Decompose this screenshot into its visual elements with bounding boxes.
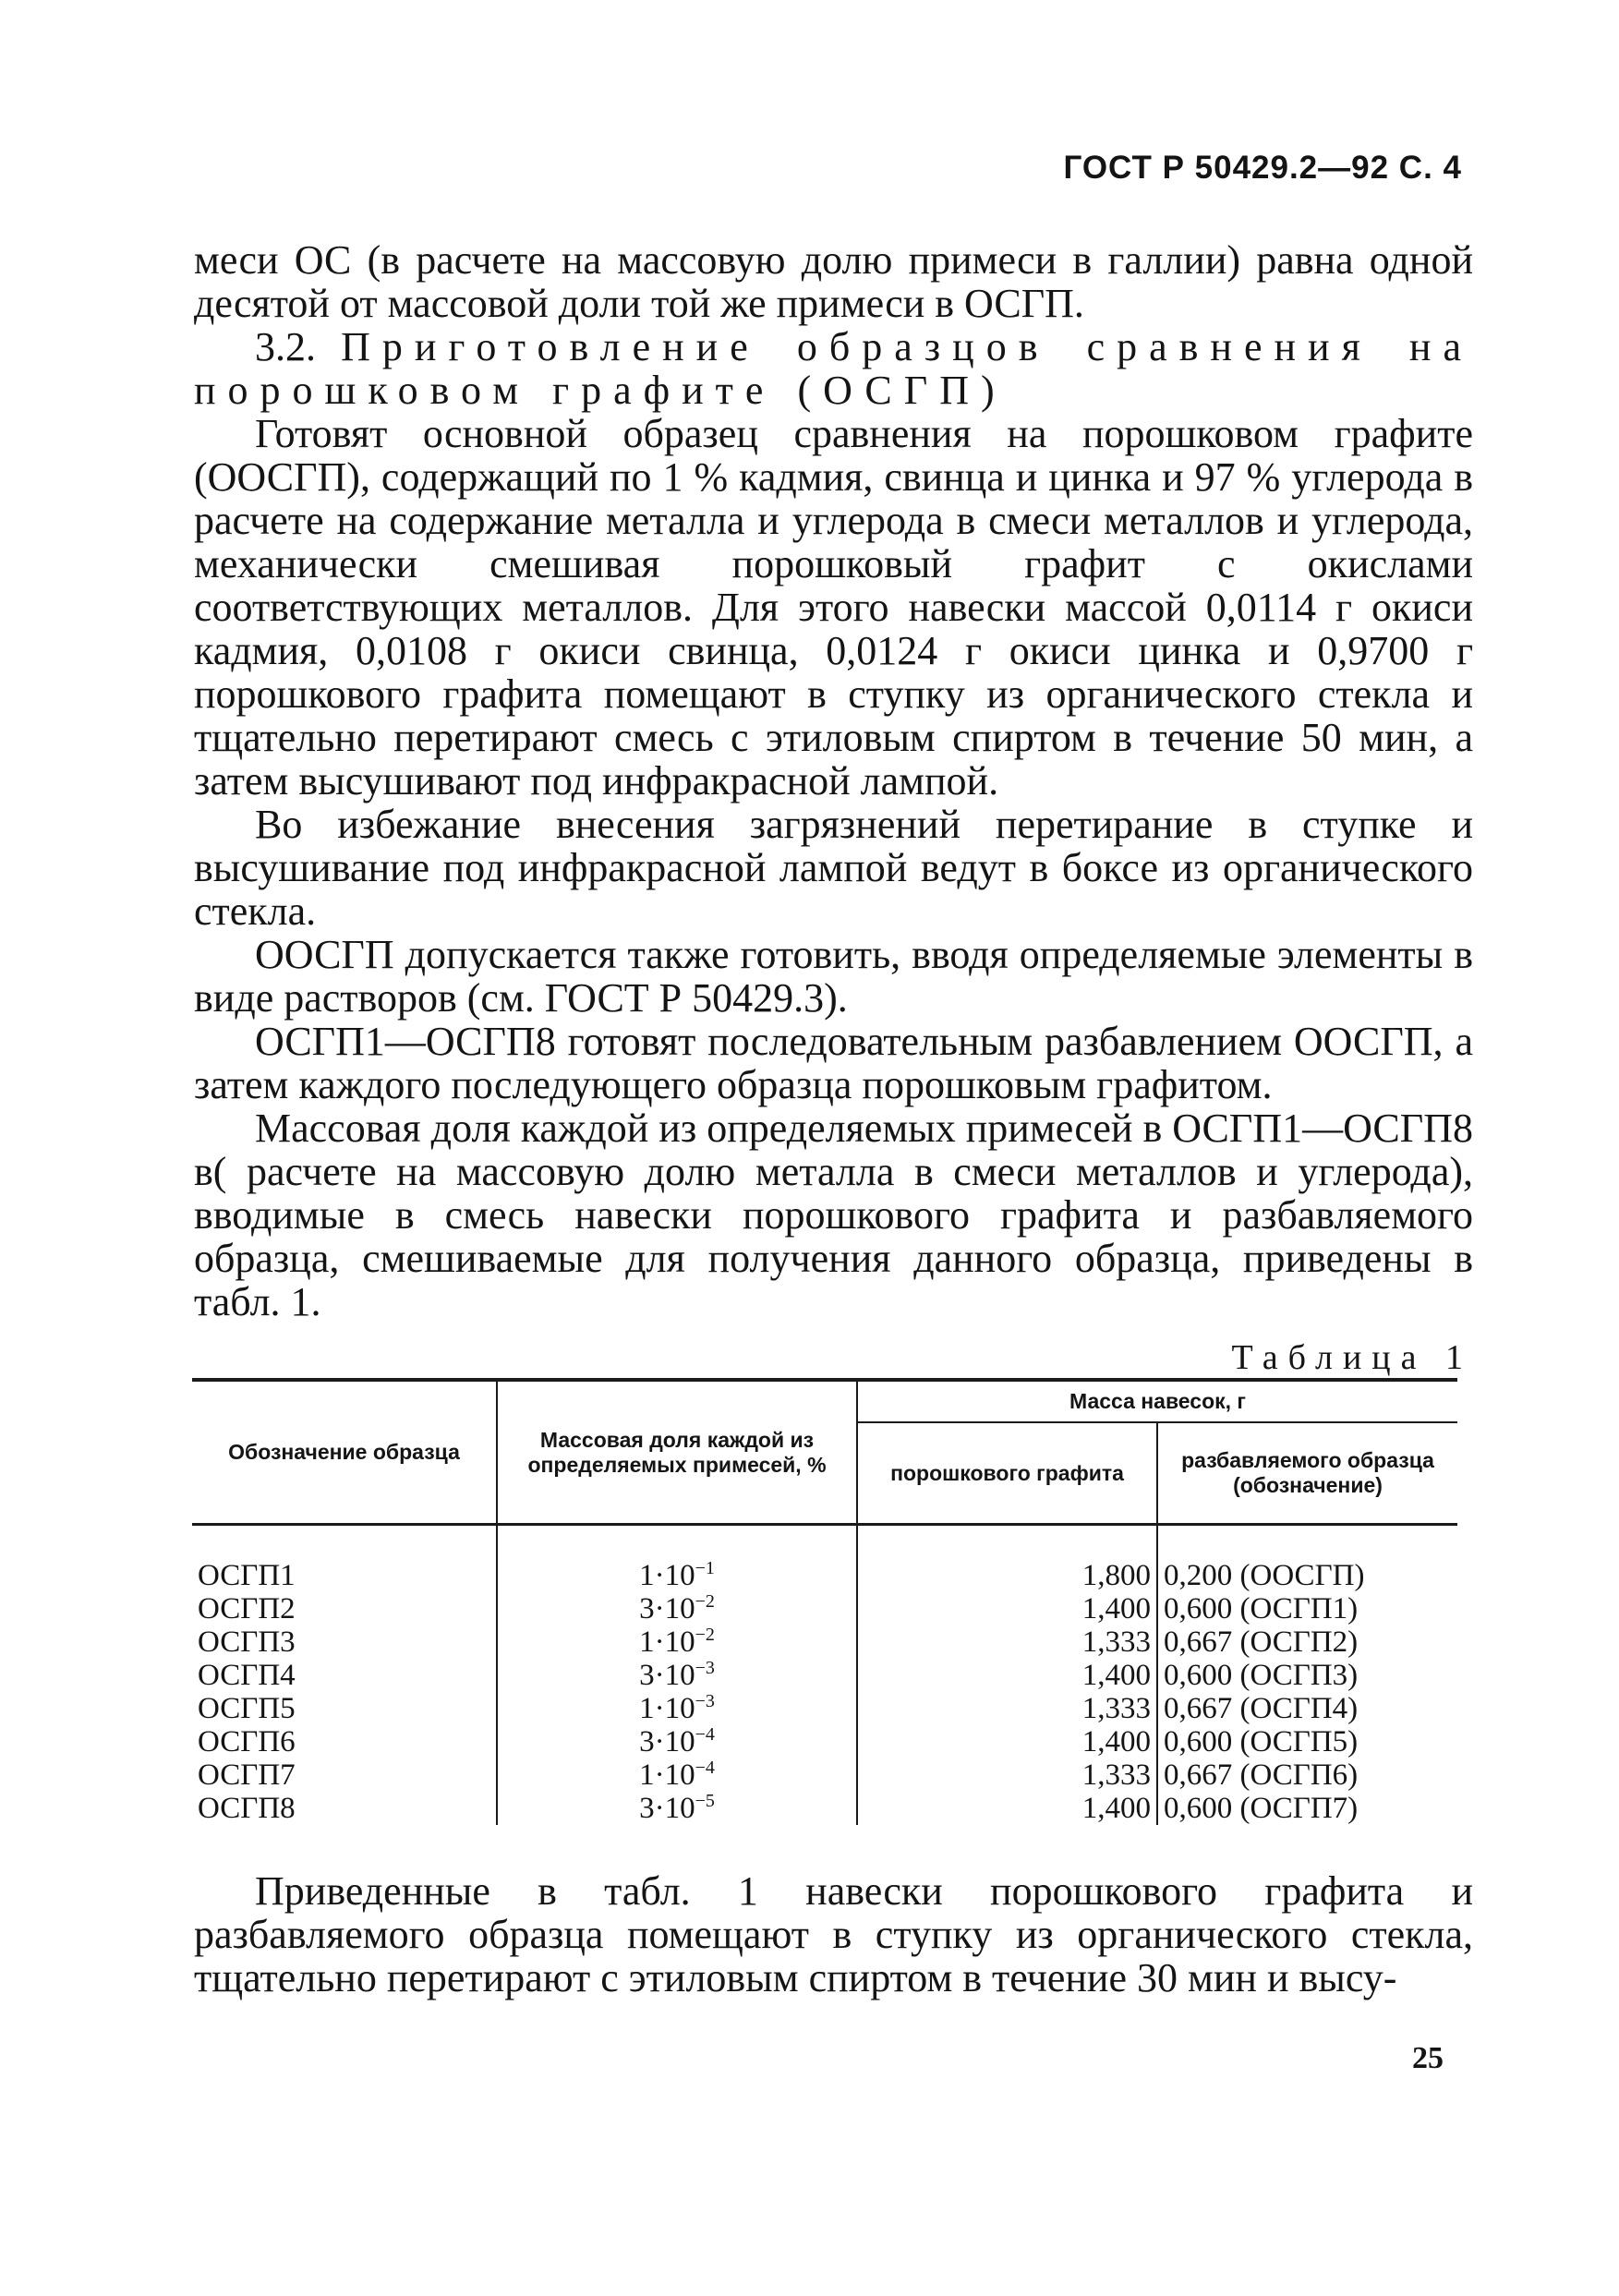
mass-fraction — [497, 1725, 857, 1758]
table-row — [192, 1659, 1457, 1692]
section-number: 3.2. — [255, 324, 316, 369]
fraction-exponent: −4 — [695, 1758, 715, 1778]
fraction-mantissa: 1·10 — [639, 1625, 695, 1659]
paragraph: Массовая доля каждой из определяемых примесей в ОСГП1—ОСГП8 в( расчете на массовую долю металла в смеси металлов и углерода), вводимые в смесь навески порошкового графита и разбавляемого образца, смешиваемые для получения данного образца, приведены в табл. 1. — [194, 1106, 1473, 1324]
mass-fraction — [497, 1792, 857, 1825]
paragraph: Готовят основной образец сравнения на порошковом графите (ООСГП), содержащий по 1 % кадмия, свинца и цинка и 97 % углерода в расчете на содержание металла и углерода в смеси металлов и углерода, механически смешивая порошковый графит с окислами соответствующих металлов. Для этого навески массой 0,0114 г окиси кадмия, 0,0108 г окиси свинца, 0,0124 г окиси цинка и 0,9700 г порошкового графита помещают в ступку из органического стекла и тщательно перетирают смесь с этиловым спиртом в течение 50 мин, а затем высушивают под инфракрасной лампой. — [194, 411, 1473, 804]
header-diluted: разбавляемого образца (обозначение) — [1157, 1422, 1457, 1525]
table-row — [192, 1592, 1457, 1625]
table-row — [192, 1792, 1457, 1825]
paragraph: ООСГП допускается также готовить, вводя определяемые элементы в виде растворов (см. ГОСТ Р 50429.3). — [194, 932, 1473, 1021]
page-number: 25 — [1412, 2041, 1444, 2075]
header-graphite: порошкового графита — [857, 1422, 1157, 1525]
diluted-sample-mass: 0,600 (ОСГП1) — [1157, 1592, 1457, 1625]
intro-paragraph: меси ОС (в расчете на массовую долю примеси в галлии) равна одной десятой от массовой доли той же примеси в ОСГП. — [194, 237, 1473, 326]
mass-fraction — [497, 1659, 857, 1692]
fraction-mantissa: 1·10 — [639, 1559, 695, 1592]
data-table — [192, 1378, 1457, 1825]
header-mass-group: Масса навесок, г — [857, 1380, 1457, 1422]
paragraph: ОСГП1—ОСГП8 готовят последовательным разбавлением ООСГП, а затем каждого последующего образца порошковым графитом. — [194, 1019, 1473, 1107]
diluted-sample-mass: 0,600 (ОСГП5) — [1157, 1725, 1457, 1758]
sample-name: ОСГП4 — [198, 1659, 296, 1692]
table-spacer-row — [192, 1525, 1457, 1560]
sample-name: ОСГП5 — [198, 1692, 296, 1725]
sample-name: ОСГП2 — [198, 1592, 296, 1625]
table-row — [192, 1725, 1457, 1758]
paragraph: Во избежание внесения загрязнений перетирание в ступке и высушивание под инфракрасной лампой ведут в боксе из органического стекла. — [194, 802, 1473, 934]
sample-name: ОСГП7 — [198, 1758, 296, 1792]
closing-text — [194, 1869, 1473, 2000]
body-text — [194, 238, 1473, 1323]
sample-name: ОСГП1 — [198, 1559, 296, 1592]
fraction-exponent: −5 — [695, 1791, 715, 1811]
diluted-sample-mass: 0,600 (ОСГП7) — [1157, 1792, 1457, 1825]
closing-paragraph: Приведенные в табл. 1 навески порошкового графита и разбавляемого образца помещают в ступку из органического стекла, тщательно перетирают с этиловым спиртом в течение 30 мин и высу- — [194, 1868, 1473, 2000]
mass-fraction — [497, 1692, 857, 1725]
fraction-exponent: −2 — [695, 1591, 715, 1612]
diluted-sample-mass: 0,600 (ОСГП3) — [1157, 1659, 1457, 1692]
fraction-mantissa: 3·10 — [639, 1659, 695, 1692]
graphite-mass: 1,333 — [857, 1625, 1157, 1659]
table-row — [192, 1625, 1457, 1659]
diluted-sample-mass: 0,667 (ОСГП6) — [1157, 1758, 1457, 1792]
fraction-exponent: −4 — [695, 1724, 715, 1745]
table-row — [192, 1758, 1457, 1792]
table-caption: Таблица 1 — [1231, 1338, 1473, 1377]
fraction-exponent: −3 — [695, 1658, 715, 1678]
table-row — [192, 1559, 1457, 1592]
sample-name: ОСГП3 — [198, 1625, 296, 1659]
graphite-mass: 1,400 — [857, 1659, 1157, 1692]
mass-fraction — [497, 1758, 857, 1792]
graphite-mass: 1,400 — [857, 1725, 1157, 1758]
mass-fraction — [497, 1592, 857, 1625]
fraction-exponent: −2 — [695, 1625, 715, 1645]
header-fraction: Массовая доля каждой из определяемых примесей, % — [497, 1380, 857, 1525]
graphite-mass: 1,400 — [857, 1592, 1157, 1625]
diluted-sample-mass: 0,200 (ООСГП) — [1157, 1559, 1457, 1592]
graphite-mass: 1,800 — [857, 1559, 1157, 1592]
section-title: Приготовление образцов сравнения на порошковом графите (ОСГП) — [194, 324, 1473, 413]
graphite-mass: 1,400 — [857, 1792, 1157, 1825]
header-designation: Обозначение образца — [192, 1380, 497, 1525]
sample-name: ОСГП6 — [198, 1725, 296, 1758]
fraction-mantissa: 3·10 — [639, 1792, 695, 1825]
fraction-mantissa: 3·10 — [639, 1725, 695, 1758]
fraction-mantissa: 1·10 — [639, 1758, 695, 1792]
fraction-mantissa: 1·10 — [639, 1692, 695, 1725]
fraction-mantissa: 3·10 — [639, 1592, 695, 1625]
table-row — [192, 1692, 1457, 1725]
table-body — [192, 1525, 1457, 1826]
mass-fraction — [497, 1559, 857, 1592]
diluted-sample-mass: 0,667 (ОСГП2) — [1157, 1625, 1457, 1659]
page-header: ГОСТ Р 50429.2—92 С. 4 — [1063, 150, 1462, 186]
diluted-sample-mass: 0,667 (ОСГП4) — [1157, 1692, 1457, 1725]
graphite-mass: 1,333 — [857, 1758, 1157, 1792]
graphite-mass: 1,333 — [857, 1692, 1157, 1725]
section-heading — [194, 325, 1473, 412]
mass-fraction — [497, 1625, 857, 1659]
sample-name: ОСГП8 — [198, 1792, 296, 1825]
fraction-exponent: −1 — [695, 1558, 715, 1578]
fraction-exponent: −3 — [695, 1691, 715, 1711]
